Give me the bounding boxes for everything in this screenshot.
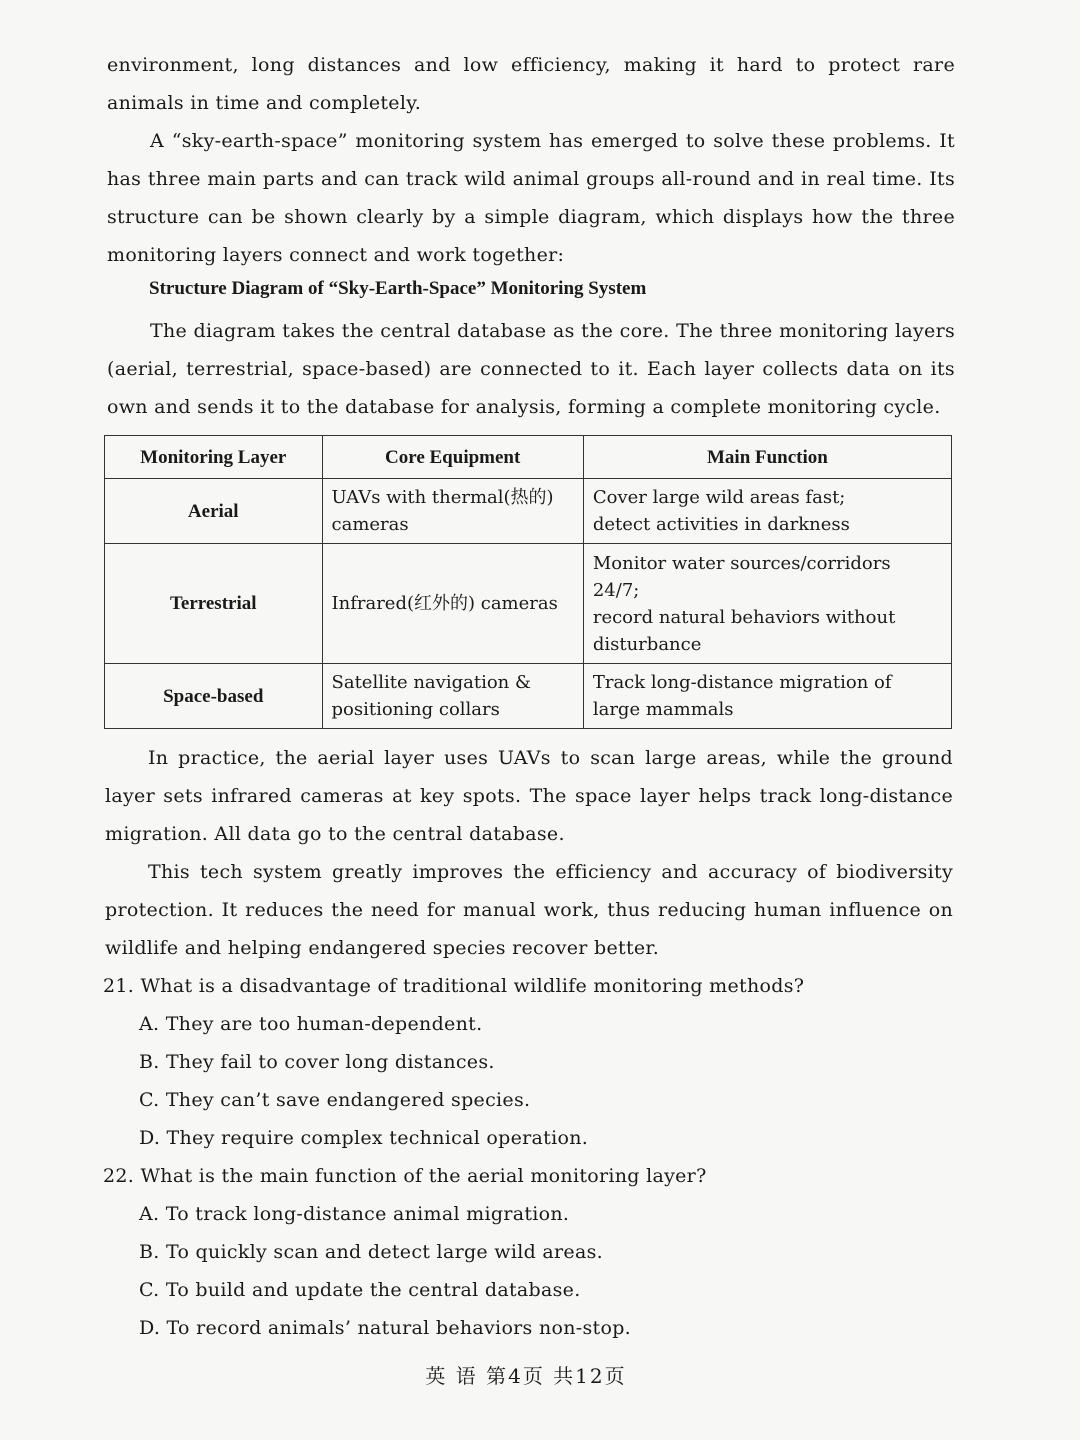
header-main-function: Main Function (583, 436, 951, 479)
function-line: Monitor water sources/corridors 24/7; (592, 552, 891, 601)
paragraph-system-overview: A “sky-earth-space” monitoring system has emerged to solve these problems. It has three main parts and can track wild animal groups all-round and in real time. Its structure can be shown clearly by a simple diagram, which displays how the three monitoring layers connect and work together: (107, 130, 955, 266)
question-22-option-a[interactable]: A. To track long-distance animal migration. (139, 1203, 570, 1225)
header-core-equipment: Core Equipment (322, 436, 583, 479)
function-line: disturbance (592, 633, 702, 655)
paragraph-conclusion: This tech system greatly improves the efficiency and accuracy of biodiversity protection. It reduces the need for manual work, thus reducing human influence on wildlife and helping endangered species recover better. (105, 861, 953, 959)
paragraph-intro-continued: environment, long distances and low efficiency, making it hard to protect rare animals in time and completely. (107, 54, 955, 114)
layer-name-cell: Space-based (105, 664, 323, 729)
table-row (105, 664, 952, 729)
paragraph-in-practice: In practice, the aerial layer uses UAVs to scan large areas, while the ground layer sets infrared cameras at key spots. The space layer helps track long-distance migration. All data go to the central database. (105, 747, 953, 845)
function-cell (583, 479, 951, 544)
equipment-line: positioning collars (331, 699, 500, 720)
header-monitoring-layer: Monitoring Layer (105, 436, 323, 479)
table-row (105, 479, 952, 544)
layer-name-cell: Terrestrial (105, 544, 323, 664)
function-cell (583, 544, 951, 664)
equipment-cell: Infrared(红外的) cameras (322, 544, 583, 664)
equipment-cell (322, 664, 583, 729)
table-row (105, 544, 952, 664)
equipment-line: Satellite navigation & (331, 672, 531, 693)
function-cell (583, 664, 951, 729)
question-21-option-a[interactable]: A. They are too human-dependent. (139, 1013, 483, 1035)
question-21-stem: 21. What is a disadvantage of traditional wildlife monitoring methods? (103, 975, 805, 997)
question-21-option-b[interactable]: B. They fail to cover long distances. (139, 1051, 495, 1073)
page-footer: 英 语 第4页 共12页 (425, 1364, 627, 1388)
function-line: Cover large wild areas fast; (592, 487, 846, 508)
function-line: detect activities in darkness (592, 514, 850, 535)
layer-name-cell: Aerial (105, 479, 323, 544)
diagram-title: Structure Diagram of “Sky-Earth-Space” Monitoring System (149, 278, 647, 299)
monitoring-layers-table (104, 435, 952, 729)
function-line: large mammals (592, 699, 734, 720)
question-21-option-d[interactable]: D. They require complex technical operation. (139, 1127, 589, 1149)
function-line: record natural behaviors without (592, 606, 896, 628)
question-21-option-c[interactable]: C. They can’t save endangered species. (139, 1089, 531, 1111)
paragraph-diagram-description: The diagram takes the central database as the core. The three monitoring layers (aerial, terrestrial, space-based) are connected to it. Each layer collects data on its own and sends it to the database for analysis, forming a complete monitoring cycle. (107, 320, 955, 418)
equipment-cell: UAVs with thermal(热的) cameras (322, 479, 583, 544)
question-22-option-c[interactable]: C. To build and update the central database. (139, 1279, 581, 1301)
table-header-row (105, 436, 952, 479)
question-22-stem: 22. What is the main function of the aerial monitoring layer? (103, 1165, 707, 1187)
question-22-option-b[interactable]: B. To quickly scan and detect large wild areas. (139, 1241, 603, 1263)
function-line: Track long-distance migration of (592, 672, 892, 693)
question-22-option-d[interactable]: D. To record animals’ natural behaviors non-stop. (139, 1317, 632, 1339)
